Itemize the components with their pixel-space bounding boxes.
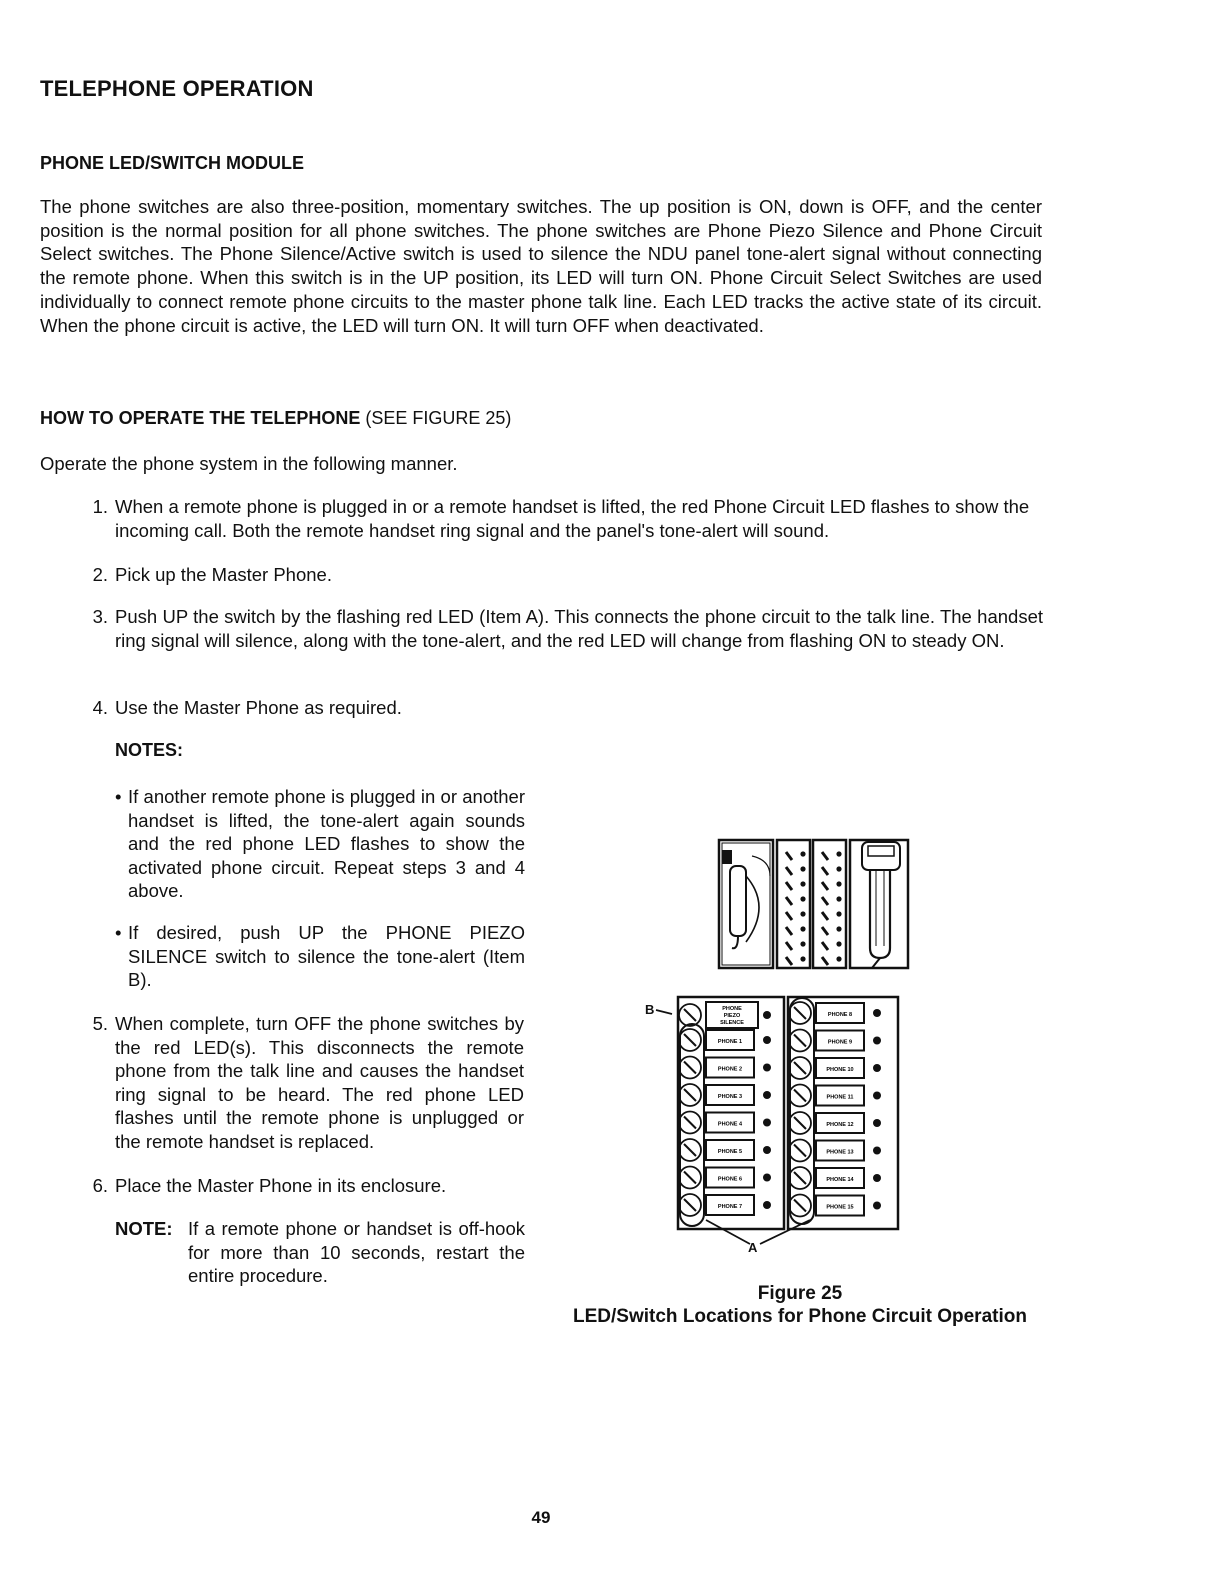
operate-heading: [40, 408, 511, 429]
switch-lever-icon: [679, 1112, 701, 1134]
led-indicator: [763, 1174, 771, 1182]
module-heading: PHONE LED/SWITCH MODULE: [40, 153, 304, 173]
led-indicator: [873, 1119, 881, 1127]
switch-lever-icon: [679, 1139, 701, 1161]
switch-lever-icon: [679, 1194, 701, 1216]
switch-lever-icon: [789, 1057, 811, 1079]
switch-label: PHONE 3: [717, 1094, 743, 1100]
led-indicator: [873, 1064, 881, 1072]
led-indicator: [763, 1119, 771, 1127]
phone-switch-row: [679, 1112, 771, 1134]
switch-label: PHONE 12: [826, 1122, 854, 1128]
step-text: Place the Master Phone in its enclosure.: [115, 1175, 447, 1196]
phone-switch-row: [789, 1030, 881, 1052]
module-paragraph: The phone switches are also three-position, momentary switches. The up position is ON, down is OFF, and the center position is the normal position for all phone switches. The phone switches are Phone Piezo Silence and Phone Circuit Select switches. The Phone Silence/Active switch is used to silence the NDU panel tone-alert signal without connecting the remote phone. When this switch is in the UP position, its LED will turn ON. Phone Circuit Select Switches are used individually to connect remote phone circuits to the master phone talk line. Each LED tracks the active state of its circuit. When the phone circuit is active, the LED will turn ON. It will turn OFF when deactivated.: [40, 196, 1042, 336]
top-switch-mark: [822, 941, 842, 950]
led-indicator: [873, 1037, 881, 1045]
top-switch-mark: [822, 851, 842, 860]
phone-switch-row: [789, 1085, 881, 1107]
note-text: If another remote phone is plugged in or another handset is lifted, the tone-alert again sounds and the red phone LED flashes to show the activated phone circuit. Repeat steps 3 and 4 above.: [128, 786, 525, 902]
phone-switch-row: [789, 1057, 881, 1079]
top-switch-mark: [786, 926, 806, 935]
switch-lever-icon: [679, 1084, 701, 1106]
top-switch-mark: [822, 881, 842, 890]
top-switch-mark: [822, 866, 842, 875]
figure-25-illustration: [640, 836, 920, 1261]
switch-lever-icon: [789, 1030, 811, 1052]
operate-heading-ref: (SEE FIGURE 25): [365, 408, 512, 428]
switch-label: PHONE 11: [826, 1094, 854, 1101]
switch-label: PHONE 6: [717, 1176, 743, 1183]
step-number: 6.: [92, 1175, 108, 1196]
switch-label: PHONE 8: [827, 1012, 853, 1018]
piezo-label-line-2: PIEZO: [723, 1013, 741, 1019]
note-bullet-2: [115, 921, 525, 992]
step-number: 1.: [92, 496, 108, 517]
top-switch-mark: [822, 956, 842, 965]
top-switch-mark: [822, 911, 842, 920]
label-a: A: [748, 1240, 758, 1255]
led-indicator: [763, 1036, 771, 1044]
note-text: If desired, push UP the PHONE PIEZO SILENCE switch to silence the tone-alert (Item B).: [128, 922, 525, 991]
note-bullet-1: [115, 785, 525, 903]
operate-heading-bold: HOW TO OPERATE THE TELEPHONE: [40, 408, 361, 428]
phone-switch-row: [679, 1194, 771, 1216]
led-indicator: [763, 1064, 771, 1072]
switch-label: PHONE 9: [827, 1039, 853, 1046]
top-switch-mark: [822, 926, 842, 935]
step-number: 2.: [92, 564, 108, 585]
led-indicator: [763, 1091, 771, 1099]
bullet-icon: •: [115, 786, 122, 807]
phone-switch-row: [679, 1139, 771, 1161]
master-phone-enclosure: [719, 840, 773, 968]
figure-caption-text: LED/Switch Locations for Phone Circuit Operation: [573, 1306, 1027, 1327]
switch-lever-icon: [679, 1057, 701, 1079]
piezo-label-line-1: PHONE: [722, 1006, 742, 1012]
top-switch-mark: [786, 881, 806, 890]
switch-lever-icon: [789, 1140, 811, 1162]
operate-intro: Operate the phone system in the following manner.: [40, 453, 458, 474]
led-indicator: [873, 1174, 881, 1182]
final-note-text: If a remote phone or handset is off-hook for more than 10 seconds, restart the entire procedure.: [188, 1218, 525, 1287]
switch-label: PHONE 5: [717, 1149, 743, 1155]
phone-switch-row: [679, 1057, 771, 1079]
switch-label: PHONE 1: [717, 1039, 743, 1045]
switch-label: PHONE 7: [717, 1204, 743, 1210]
switch-lever-icon: [679, 1029, 701, 1051]
led-indicator: [873, 1202, 881, 1210]
phone-switch-row: [679, 1084, 771, 1106]
top-switch-mark: [786, 851, 806, 860]
step-text: Use the Master Phone as required.: [115, 697, 402, 718]
page-title: TELEPHONE OPERATION: [40, 76, 314, 101]
led-indicator: [763, 1201, 771, 1209]
switch-label: PHONE 2: [717, 1066, 743, 1073]
phone-switch-row: [789, 1195, 881, 1217]
piezo-silence-switch: [706, 1002, 758, 1028]
led-indicator: [873, 1009, 881, 1017]
switch-strip-top-2: [813, 840, 846, 968]
switch-label: PHONE 14: [826, 1177, 854, 1183]
switch-lever-icon: [789, 1002, 811, 1024]
top-switch-mark: [786, 866, 806, 875]
bullet-icon: •: [115, 922, 122, 943]
top-switch-mark: [786, 941, 806, 950]
step-text: Push UP the switch by the flashing red LED (Item A). This connects the phone circuit to the talk line. The handset ring signal will silence, along with the tone-alert, and the red LED will change from flashing ON to steady ON.: [115, 606, 1043, 651]
switch-lever-icon: [789, 1167, 811, 1189]
led-indicator: [873, 1147, 881, 1155]
label-b: B: [645, 1002, 655, 1017]
final-note-label: NOTE:: [115, 1218, 173, 1239]
step-number: 3.: [92, 606, 108, 627]
led-indicator: [873, 1092, 881, 1100]
led-indicator: [763, 1146, 771, 1154]
switch-label: PHONE 10: [826, 1067, 854, 1073]
phone-switch-row: [679, 1167, 771, 1189]
piezo-label-line-3: SILENCE: [720, 1020, 744, 1026]
top-switch-mark: [822, 896, 842, 905]
handset-cradle: [850, 840, 908, 968]
notes-heading: NOTES:: [115, 740, 184, 760]
switch-label: PHONE 4: [717, 1121, 743, 1128]
switch-lever-icon: [789, 1112, 811, 1134]
step-text: When complete, turn OFF the phone switches by the red LED(s). This disconnects the remote phone from the talk line and causes the handset ring signal to be heard. The red phone LED flashes until the remote phone is unplugged or the remote handset is replaced.: [115, 1013, 524, 1152]
switch-lever-icon: [679, 1167, 701, 1189]
switch-strip-top-1: [777, 840, 810, 968]
figure-caption-title: Figure 25: [757, 1283, 843, 1304]
top-switch-mark: [786, 896, 806, 905]
phone-switch-row: [789, 1140, 881, 1162]
phone-switch-row: [679, 1029, 771, 1051]
switch-label: PHONE 15: [826, 1204, 854, 1211]
switch-lever-icon: [789, 1085, 811, 1107]
phone-switch-row: [789, 1002, 881, 1024]
step-number: 4.: [92, 697, 108, 718]
switch-label: PHONE 13: [826, 1149, 854, 1156]
step-text: Pick up the Master Phone.: [115, 564, 332, 585]
step-text: When a remote phone is plugged in or a remote handset is lifted, the red Phone Circuit LED flashes to show the incoming call. Both the remote handset ring signal and the panel's tone-alert will sound.: [115, 496, 1030, 541]
switch-lever-icon: [789, 1195, 811, 1217]
top-switch-mark: [786, 956, 806, 965]
top-switch-mark: [786, 911, 806, 920]
phone-switch-row: [789, 1167, 881, 1189]
led-indicator: [763, 1011, 771, 1019]
phone-switch-row: [789, 1112, 881, 1134]
page-number: 49: [531, 1508, 551, 1527]
step-number: 5.: [92, 1013, 108, 1034]
